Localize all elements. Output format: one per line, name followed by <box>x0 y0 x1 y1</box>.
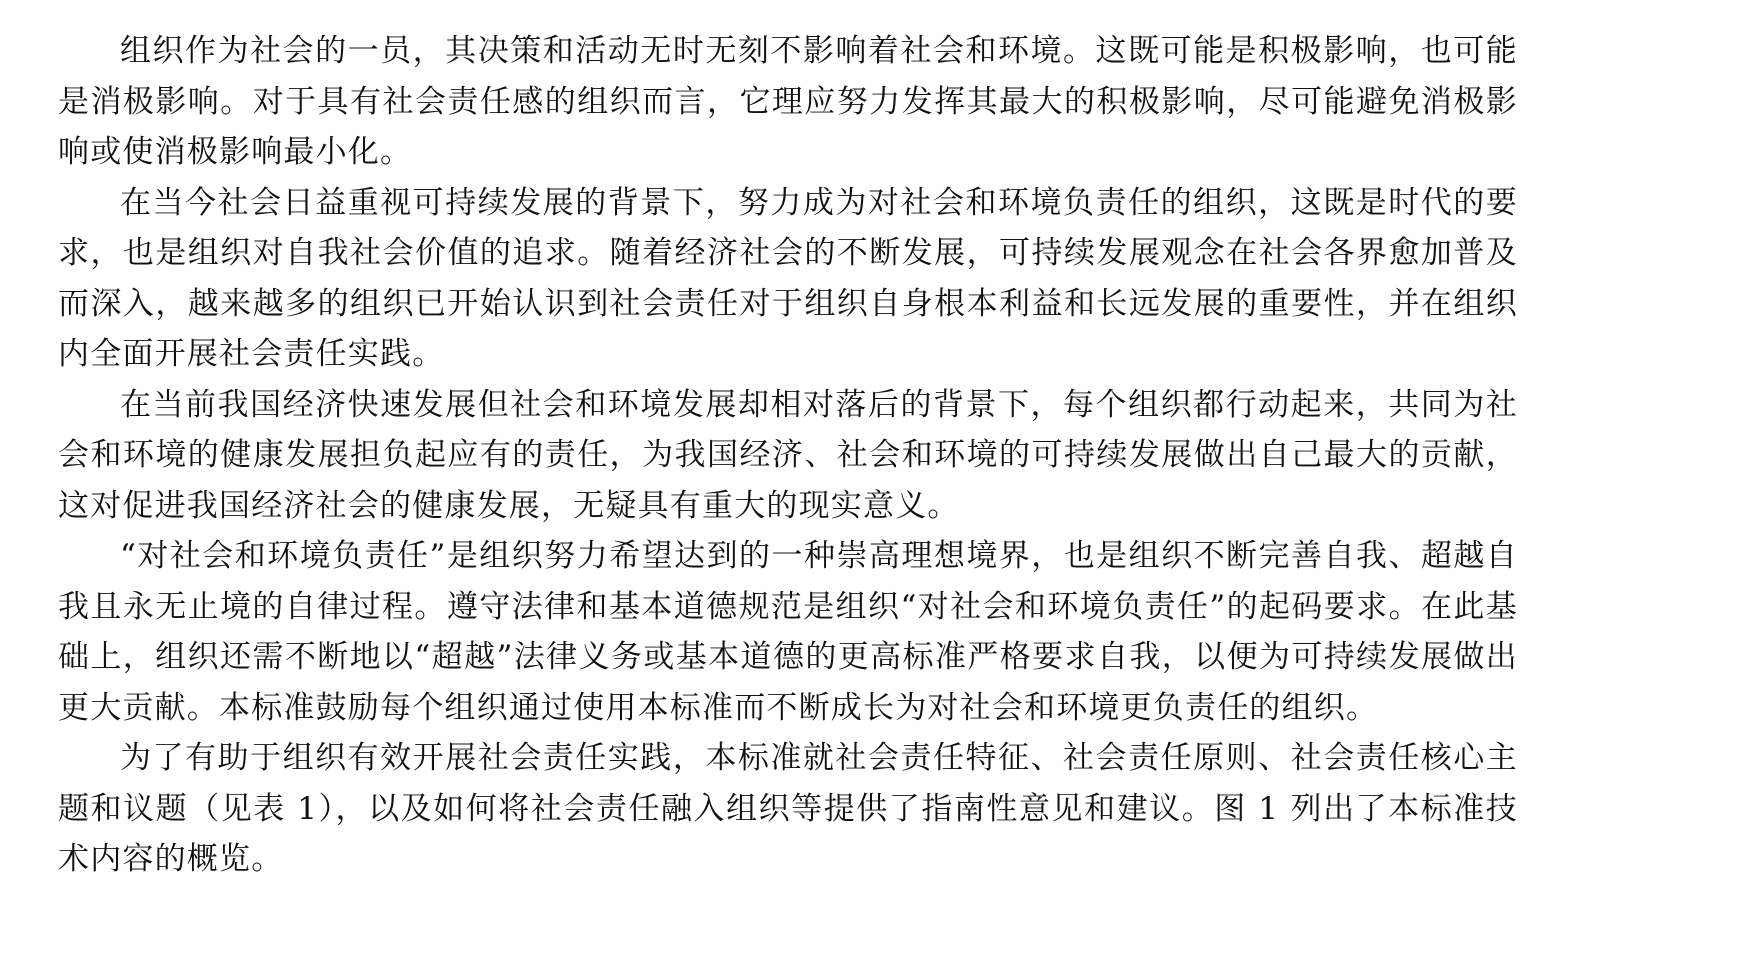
paragraph-4: “对社会和环境负责任”是组织努力希望达到的一种崇高理想境界，也是组织不断完善自我、超越自我且永无止境的自律过程。遵守法律和基本道德规范是组织“对社会和环境负责任”的起码要求。在此基础上，组织还需不断地以“超越”法律义务或基本道德的更高标准严格要求自我，以便为可持续发展做出更大贡献。本标准鼓励每个组织通过使用本标准而不断成长为对社会和环境更负责任的组织。 <box>58 538 1518 726</box>
paragraph-2: 在当今社会日益重视可持续发展的背景下，努力成为对社会和环境负责任的组织，这既是时代的要求，也是组织对自我社会价值的追求。随着经济社会的不断发展，可持续发展观念在社会各界愈加普及而深入，越来越多的组织已开始认识到社会责任对于组织自身根本利益和长远发展的重要性，并在组织内全面开展社会责任实践。 <box>58 184 1518 372</box>
paragraph-5: 为了有助于组织有效开展社会责任实践，本标准就社会责任特征、社会责任原则、社会责任核心主题和议题（见表 1），以及如何将社会责任融入组织等提供了指南性意见和建议。图 1 列出了本标准技术内容的概览。 <box>58 740 1518 877</box>
paragraph-1: 组织作为社会的一员，其决策和活动无时无刻不影响着社会和环境。这既可能是积极影响，也可能是消极影响。对于具有社会责任感的组织而言，它理应努力发挥其最大的积极影响，尽可能避免消极影响或使消极影响最小化。 <box>58 33 1518 170</box>
body-text <box>58 26 1518 885</box>
paragraph-3: 在当前我国经济快速发展但社会和环境发展却相对落后的背景下，每个组织都行动起来，共同为社会和环境的健康发展担负起应有的责任，为我国经济、社会和环境的可持续发展做出自己最大的贡献，这对促进我国经济社会的健康发展，无疑具有重大的现实意义。 <box>58 386 1518 524</box>
